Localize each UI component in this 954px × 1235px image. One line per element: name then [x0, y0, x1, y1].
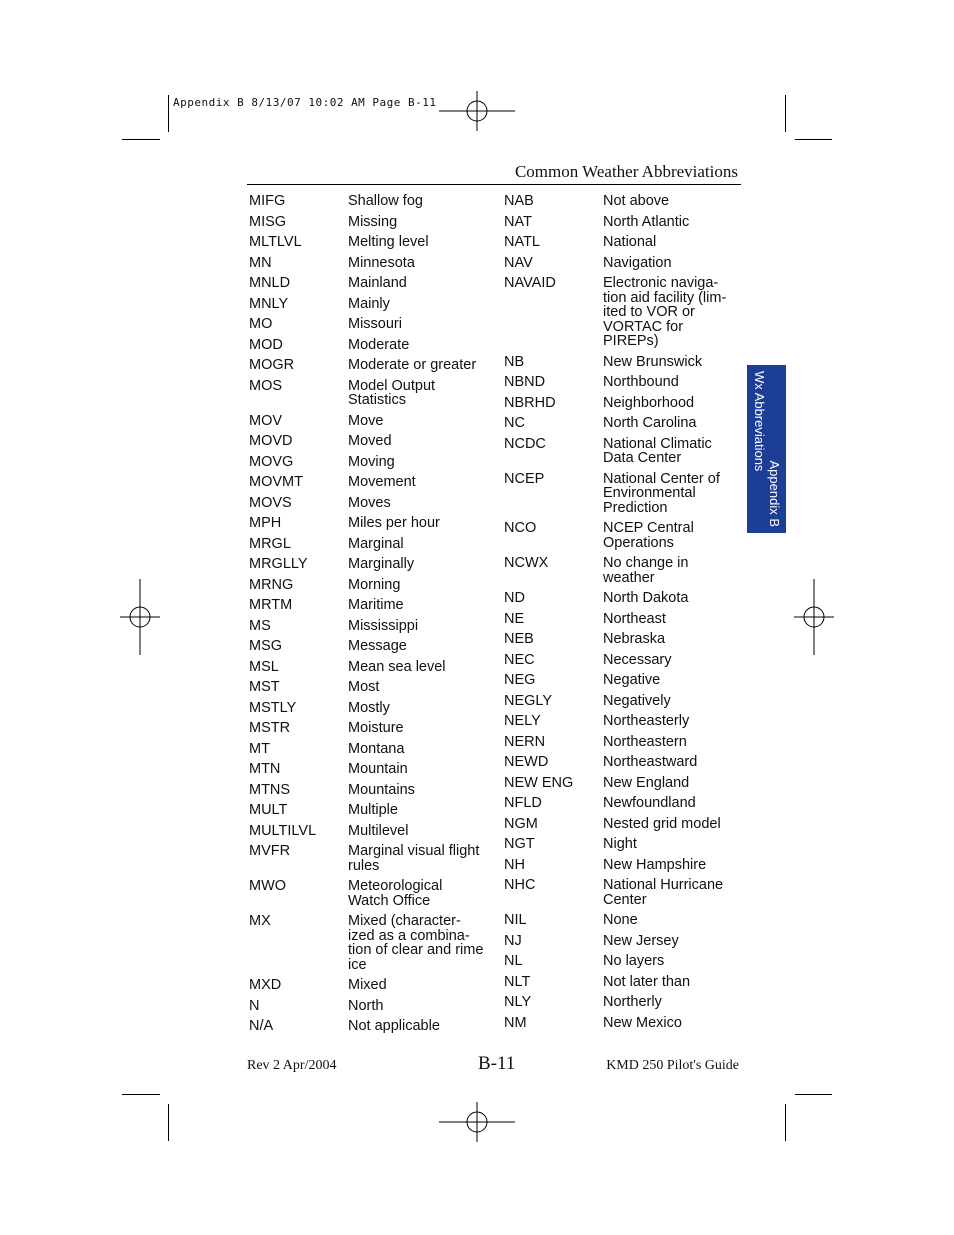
- crop-mark: [122, 139, 160, 140]
- abbreviation-meaning: Northeasterly: [603, 713, 690, 729]
- abbreviation-row: [504, 817, 744, 832]
- abbreviation-meaning: Negatively: [603, 692, 671, 709]
- abbreviation-code: MLTLVL: [249, 234, 302, 250]
- abbreviation-row: [504, 755, 744, 770]
- abbreviation-row: [249, 276, 489, 291]
- abbreviation-meaning: Montana: [348, 740, 405, 757]
- side-tab-text: [747, 365, 786, 533]
- abbreviation-code: MISG: [249, 213, 287, 230]
- abbreviation-meaning: Mainly: [348, 295, 390, 312]
- abbreviation-meaning: NCEP Central Operations: [603, 520, 694, 551]
- abbreviation-meaning: Mountain: [348, 761, 408, 777]
- abbreviation-row: [249, 598, 489, 613]
- abbreviation-meaning: Movement: [348, 474, 416, 490]
- abbreviation-row: [504, 556, 744, 585]
- side-tab-line2: Wx Abbreviations: [752, 371, 767, 472]
- abbreviation-code: NB: [504, 353, 525, 370]
- abbreviation-code: MRGL: [249, 535, 291, 552]
- abbreviation-code: NAT: [504, 213, 532, 230]
- abbreviation-row: [249, 619, 489, 634]
- abbreviation-code: NCDC: [504, 435, 546, 452]
- abbreviation-code: NCO: [504, 520, 537, 536]
- abbreviation-code: NH: [504, 856, 525, 873]
- abbreviation-meaning: Missouri: [348, 316, 402, 332]
- abbreviation-code: NCEP: [504, 470, 545, 487]
- abbreviation-code: MOV: [249, 412, 283, 429]
- abbreviation-meaning: Most: [348, 679, 380, 695]
- guide-title: KMD 250 Pilot's Guide: [606, 1058, 739, 1073]
- abbreviation-row: [249, 701, 489, 716]
- abbreviation-row: [249, 803, 489, 818]
- abbreviation-meaning: Electronic naviga-tion aid facility (lim-ited to VOR or VORTAC for PIREPs): [603, 275, 727, 349]
- abbreviation-row: [504, 215, 744, 230]
- abbreviation-row: [504, 437, 744, 466]
- abbreviation-row: [504, 472, 744, 516]
- abbreviation-code: MOVMT: [249, 474, 303, 490]
- abbreviation-code: MXD: [249, 977, 282, 993]
- abbreviation-row: [249, 358, 489, 373]
- abbreviation-row: [249, 1019, 489, 1034]
- abbreviation-meaning: Move: [348, 412, 384, 429]
- abbreviation-meaning: Morning: [348, 576, 401, 593]
- abbreviation-meaning: Night: [603, 836, 637, 852]
- abbreviation-meaning: Mainland: [348, 275, 407, 291]
- abbreviation-code: NEC: [504, 651, 535, 668]
- abbreviation-code: MOGR: [249, 357, 295, 373]
- crop-mark: [168, 1104, 169, 1141]
- abbreviation-meaning: Not later than: [603, 973, 691, 990]
- abbreviation-meaning: Minnesota: [348, 254, 415, 271]
- abbreviation-code: NELY: [504, 713, 541, 729]
- abbreviation-row: [504, 913, 744, 928]
- abbreviation-code: NCWX: [504, 555, 549, 571]
- abbreviation-meaning: North Dakota: [603, 590, 689, 606]
- abbreviation-row: [504, 256, 744, 271]
- abbreviation-code: MOS: [249, 377, 283, 394]
- abbreviation-row: [249, 999, 489, 1014]
- abbreviation-meaning: National Hurricane Center: [603, 877, 724, 908]
- abbreviation-row: [504, 416, 744, 431]
- abbreviation-meaning: Moisture: [348, 720, 404, 736]
- abbreviation-code: MST: [249, 679, 280, 695]
- abbreviation-code: NEW ENG: [504, 774, 574, 791]
- abbreviation-row: [249, 762, 489, 777]
- abbreviation-row: [504, 194, 744, 209]
- abbreviation-row: [249, 978, 489, 993]
- abbreviation-meaning: Not applicable: [348, 1018, 440, 1034]
- abbreviation-code: NE: [504, 610, 525, 627]
- abbreviation-meaning: Northeast: [603, 610, 666, 627]
- print-slug: Appendix B 8/13/07 10:02 AM Page B-11: [173, 96, 437, 109]
- abbreviation-row: [249, 475, 489, 490]
- registration-mark-icon: [439, 73, 515, 149]
- abbreviation-row: [249, 879, 489, 908]
- abbreviation-code: NERN: [504, 733, 546, 750]
- page-title: Common Weather Abbreviations: [514, 162, 738, 181]
- abbreviation-meaning: Nested grid model: [603, 815, 721, 832]
- abbreviation-code: NEGLY: [504, 692, 553, 709]
- abbreviation-row: [504, 653, 744, 668]
- section-side-tab[interactable]: [747, 365, 786, 533]
- abbreviation-row: [249, 660, 489, 675]
- crop-mark: [795, 139, 832, 140]
- abbreviation-row: [249, 317, 489, 332]
- abbreviation-row: [504, 776, 744, 791]
- abbreviation-code: MSL: [249, 658, 279, 675]
- left-abbreviation-column: [249, 194, 489, 1040]
- abbreviation-code: NHC: [504, 877, 536, 893]
- abbreviation-code: NEWD: [504, 754, 549, 770]
- abbreviation-code: NFLD: [504, 795, 542, 811]
- abbreviation-meaning: North: [348, 997, 384, 1014]
- abbreviation-meaning: Neighborhood: [603, 394, 695, 411]
- abbreviation-row: [504, 995, 744, 1010]
- abbreviation-code: NM: [504, 1014, 527, 1031]
- abbreviation-code: MOVS: [249, 494, 292, 511]
- abbreviation-row: [249, 297, 489, 312]
- abbreviation-code: NBND: [504, 374, 546, 390]
- abbreviation-meaning: Moves: [348, 494, 391, 511]
- abbreviation-meaning: Meteorological Watch Office: [348, 878, 443, 909]
- abbreviation-meaning: Northeastern: [603, 733, 687, 750]
- abbreviation-code: NEB: [504, 631, 534, 647]
- abbreviation-code: MRNG: [249, 576, 294, 593]
- abbreviation-row: [249, 414, 489, 429]
- abbreviation-row: [504, 235, 744, 250]
- abbreviation-row: [504, 276, 744, 349]
- abbreviation-code: NJ: [504, 932, 522, 949]
- abbreviation-code: MPH: [249, 515, 282, 531]
- registration-mark-icon: [102, 579, 178, 655]
- abbreviation-row: [249, 338, 489, 353]
- abbreviation-meaning: Multiple: [348, 802, 398, 818]
- abbreviation-code: ND: [504, 590, 525, 606]
- abbreviation-row: [249, 742, 489, 757]
- abbreviation-meaning: Moving: [348, 453, 395, 470]
- abbreviation-code: MSTR: [249, 720, 291, 736]
- abbreviation-row: [504, 521, 744, 550]
- abbreviation-code: MS: [249, 617, 271, 634]
- abbreviation-code: MULTILVL: [249, 822, 317, 839]
- abbreviation-meaning: Mostly: [348, 699, 390, 716]
- abbreviation-meaning: Maritime: [348, 597, 404, 613]
- abbreviation-meaning: Nebraska: [603, 631, 666, 647]
- abbreviation-code: MTNS: [249, 781, 291, 798]
- abbreviation-row: [249, 215, 489, 230]
- header-divider: [247, 184, 741, 185]
- abbreviation-meaning: Marginally: [348, 556, 415, 572]
- abbreviation-code: MN: [249, 254, 272, 271]
- abbreviation-row: [504, 673, 744, 688]
- abbreviation-code: NLY: [504, 994, 532, 1010]
- abbreviation-code: MNLY: [249, 295, 289, 312]
- abbreviation-code: NGT: [504, 836, 535, 852]
- abbreviation-row: [504, 954, 744, 969]
- abbreviation-row: [249, 914, 489, 972]
- abbreviation-code: MOVG: [249, 453, 294, 470]
- abbreviation-code: NEG: [504, 672, 536, 688]
- abbreviation-meaning: New Hampshire: [603, 856, 707, 873]
- abbreviation-meaning: Not above: [603, 193, 670, 209]
- abbreviation-row: [249, 578, 489, 593]
- abbreviation-row: [249, 537, 489, 552]
- abbreviation-row: [504, 396, 744, 411]
- abbreviation-row: [504, 796, 744, 811]
- abbreviation-row: [249, 824, 489, 839]
- abbreviation-meaning: National: [603, 234, 657, 250]
- abbreviation-meaning: Northeastward: [603, 754, 698, 770]
- abbreviation-meaning: Moderate or greater: [348, 357, 477, 373]
- abbreviation-meaning: Marginal: [348, 535, 404, 552]
- abbreviation-code: MRGLLY: [249, 556, 308, 572]
- abbreviation-row: [504, 375, 744, 390]
- abbreviation-row: [504, 714, 744, 729]
- abbreviation-meaning: North Atlantic: [603, 213, 690, 230]
- abbreviation-code: MNLD: [249, 275, 291, 291]
- abbreviation-meaning: Mixed: [348, 977, 387, 993]
- abbreviation-meaning: Moved: [348, 433, 392, 449]
- abbreviation-code: NATL: [504, 234, 540, 250]
- abbreviation-code: NBRHD: [504, 394, 556, 411]
- abbreviation-code: NLT: [504, 973, 531, 990]
- abbreviation-meaning: None: [603, 912, 638, 928]
- abbreviation-meaning: Model Output Statistics: [348, 377, 436, 408]
- abbreviation-code: NAVAID: [504, 275, 556, 291]
- abbreviation-row: [249, 496, 489, 511]
- abbreviation-row: [504, 934, 744, 949]
- abbreviation-code: N/A: [249, 1018, 274, 1034]
- abbreviation-row: [504, 632, 744, 647]
- abbreviation-meaning: National Climatic Data Center: [603, 435, 712, 466]
- abbreviation-code: MOD: [249, 336, 283, 353]
- registration-mark-icon: [776, 579, 852, 655]
- abbreviation-code: MULT: [249, 802, 288, 818]
- abbreviation-code: MX: [249, 913, 271, 929]
- abbreviation-meaning: Mississippi: [348, 617, 419, 634]
- abbreviation-meaning: Melting level: [348, 234, 429, 250]
- abbreviation-meaning: No layers: [603, 953, 665, 969]
- abbreviation-meaning: Mean sea level: [348, 658, 446, 675]
- abbreviation-meaning: New England: [603, 774, 690, 791]
- abbreviation-row: [504, 837, 744, 852]
- right-abbreviation-column: [504, 194, 744, 1036]
- abbreviation-row: [249, 557, 489, 572]
- abbreviation-code: N: [249, 997, 260, 1014]
- abbreviation-meaning: Northerly: [603, 994, 662, 1010]
- registration-mark-icon: [439, 1084, 515, 1160]
- abbreviation-meaning: No change in weather: [603, 555, 689, 586]
- abbreviation-row: [504, 612, 744, 627]
- abbreviation-meaning: Missing: [348, 213, 398, 230]
- abbreviation-code: MRTM: [249, 597, 293, 613]
- abbreviation-meaning: Necessary: [603, 651, 672, 668]
- abbreviation-meaning: Shallow fog: [348, 193, 423, 209]
- abbreviation-code: NAB: [504, 193, 534, 209]
- abbreviation-row: [504, 878, 744, 907]
- abbreviation-row: [504, 735, 744, 750]
- abbreviation-code: MT: [249, 740, 270, 757]
- abbreviation-row: [249, 434, 489, 449]
- abbreviation-row: [249, 516, 489, 531]
- abbreviation-row: [249, 379, 489, 408]
- abbreviation-code: NC: [504, 415, 525, 431]
- abbreviation-row: [504, 1016, 744, 1031]
- crop-mark: [122, 1094, 160, 1095]
- abbreviation-meaning: New Mexico: [603, 1014, 682, 1031]
- abbreviation-row: [504, 694, 744, 709]
- abbreviation-code: MO: [249, 316, 273, 332]
- abbreviation-row: [504, 858, 744, 873]
- abbreviation-meaning: Multilevel: [348, 822, 409, 839]
- crop-mark: [785, 95, 786, 132]
- abbreviation-meaning: New Brunswick: [603, 353, 703, 370]
- abbreviation-row: [249, 721, 489, 736]
- abbreviation-meaning: New Jersey: [603, 932, 679, 949]
- abbreviation-meaning: Mixed (character-ized as a combina-tion of clear and rime ice: [348, 913, 484, 973]
- abbreviation-code: MSG: [249, 638, 283, 654]
- abbreviation-row: [249, 639, 489, 654]
- abbreviation-meaning: Miles per hour: [348, 515, 440, 531]
- abbreviation-meaning: Message: [348, 638, 407, 654]
- abbreviation-meaning: Mountains: [348, 781, 415, 798]
- crop-mark: [785, 1104, 786, 1141]
- abbreviation-meaning: National Center of Environmental Prediction: [603, 470, 720, 516]
- abbreviation-row: [249, 680, 489, 695]
- abbreviation-code: NL: [504, 953, 523, 969]
- abbreviation-meaning: Navigation: [603, 254, 672, 271]
- abbreviation-code: MIFG: [249, 193, 286, 209]
- abbreviation-row: [249, 783, 489, 798]
- abbreviation-meaning: Northbound: [603, 374, 679, 390]
- abbreviation-row: [249, 256, 489, 271]
- abbreviation-code: MOVD: [249, 433, 293, 449]
- abbreviation-code: NIL: [504, 912, 527, 928]
- revision-date: Rev 2 Apr/2004: [247, 1058, 337, 1073]
- side-tab-line1: Appendix B: [767, 460, 782, 527]
- abbreviation-row: [504, 975, 744, 990]
- abbreviation-code: MTN: [249, 761, 281, 777]
- abbreviation-row: [249, 235, 489, 250]
- abbreviation-code: MWO: [249, 878, 287, 894]
- abbreviation-row: [504, 355, 744, 370]
- abbreviation-row: [249, 455, 489, 470]
- abbreviation-code: MSTLY: [249, 699, 297, 716]
- abbreviation-code: NGM: [504, 815, 538, 832]
- abbreviation-code: MVFR: [249, 843, 291, 859]
- abbreviation-code: NAV: [504, 254, 533, 271]
- page-number: B-11: [478, 1053, 516, 1074]
- abbreviation-meaning: Newfoundland: [603, 795, 696, 811]
- abbreviation-meaning: North Carolina: [603, 415, 697, 431]
- abbreviation-row: [504, 591, 744, 606]
- abbreviation-row: [249, 844, 489, 873]
- abbreviation-meaning: Marginal visual flight rules: [348, 843, 480, 874]
- abbreviation-row: [249, 194, 489, 209]
- crop-mark: [168, 95, 169, 132]
- abbreviation-meaning: Moderate: [348, 336, 410, 353]
- abbreviation-meaning: Negative: [603, 672, 661, 688]
- crop-mark: [795, 1094, 832, 1095]
